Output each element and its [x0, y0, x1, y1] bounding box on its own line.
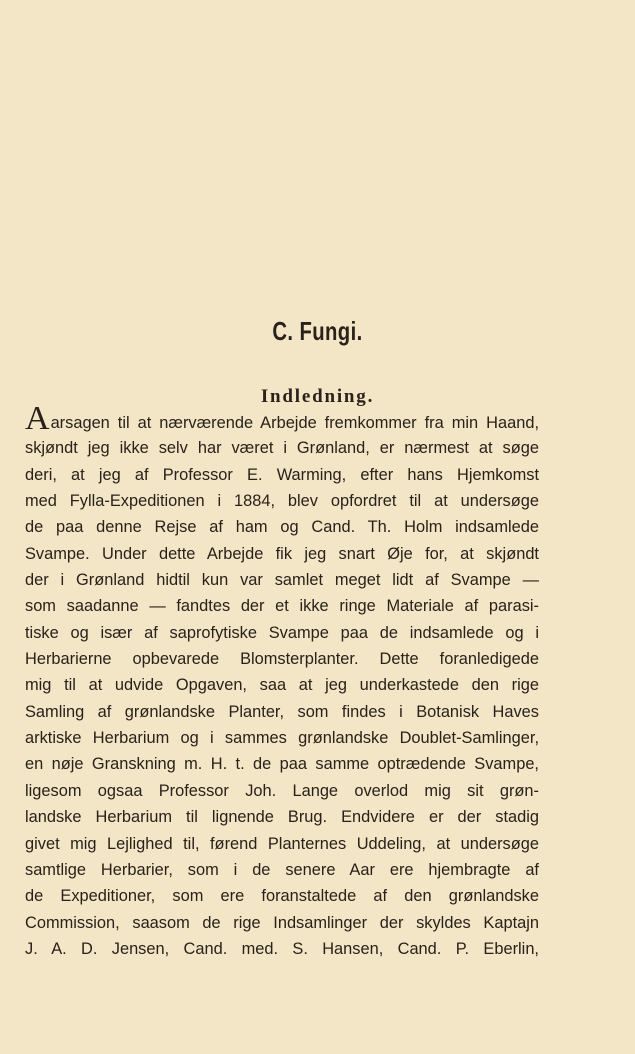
paragraph-line: givet mig Lejlighed til, førend Planternes Uddeling, at undersøge	[25, 834, 539, 853]
paragraph-line: Svampe. Under dette Arbejde fik jeg snart Øje for, at skjøndt	[25, 544, 539, 563]
paragraph-line: de Expeditioner, som ere foranstaltede af den grønlandske	[25, 887, 539, 906]
paragraph-line: deri, at jeg af Professor E. Warming, efter hans Hjemkomst	[25, 465, 539, 484]
paragraph-line: der i Grønland hidtil kun var samlet meget lidt af Svampe —	[25, 571, 539, 590]
paragraph-line: mig til at udvide Opgaven, saa at jeg underkastede den rige	[25, 676, 539, 695]
paragraph-line: J. A. D. Jensen, Cand. med. S. Hansen, Cand. P. Eberlin,	[25, 939, 539, 958]
body-paragraph	[25, 400, 539, 962]
paragraph-line: skjøndt jeg ikke selv har været i Grønland, er nærmest at søge	[25, 439, 539, 458]
paragraph-line: ligesom ogsaa Professor Joh. Lange overlod mig sit grøn-	[25, 781, 539, 800]
paragraph-line: landske Herbarium til lignende Brug. Endvidere er der stadig	[25, 808, 539, 827]
paragraph-line: Herbarierne opbevarede Blomsterplanter. Dette foranledigede	[25, 650, 539, 669]
paragraph-line: tiske og især af saprofytiske Svampe paa de indsamlede og i	[25, 623, 539, 642]
paragraph-line: som saadanne — fandtes der et ikke ringe Materiale af parasi-	[25, 597, 539, 616]
section-title: C. Fungi.	[272, 316, 363, 346]
paragraph-line: samtlige Herbarier, som i de senere Aar ere hjembragte af	[25, 860, 539, 879]
paragraph-line: de paa denne Rejse af ham og Cand. Th. Holm indsamlede	[25, 518, 539, 537]
paragraph-first-line	[25, 400, 539, 437]
paragraph-line: Samling af grønlandske Planter, som findes i Botanisk Haves	[25, 702, 539, 721]
first-line-text: arsagen til at nærværende Arbejde fremkommer fra min Haand,	[50, 414, 539, 432]
paragraph-line: en nøje Granskning m. H. t. de paa samme optrædende Svampe,	[25, 755, 539, 774]
paragraph-line: arktiske Herbarium og i sammes grønlandske Doublet-Samlinger,	[25, 729, 539, 748]
subtitle: Indledning.	[260, 386, 375, 407]
paragraph-line: Commission, saasom de rige Indsamlinger der skyldes Kaptajn	[25, 913, 539, 932]
paragraph-line: med Fylla-Expeditionen i 1884, blev opfordret til at undersøge	[25, 492, 539, 511]
drop-cap: A	[25, 400, 50, 437]
